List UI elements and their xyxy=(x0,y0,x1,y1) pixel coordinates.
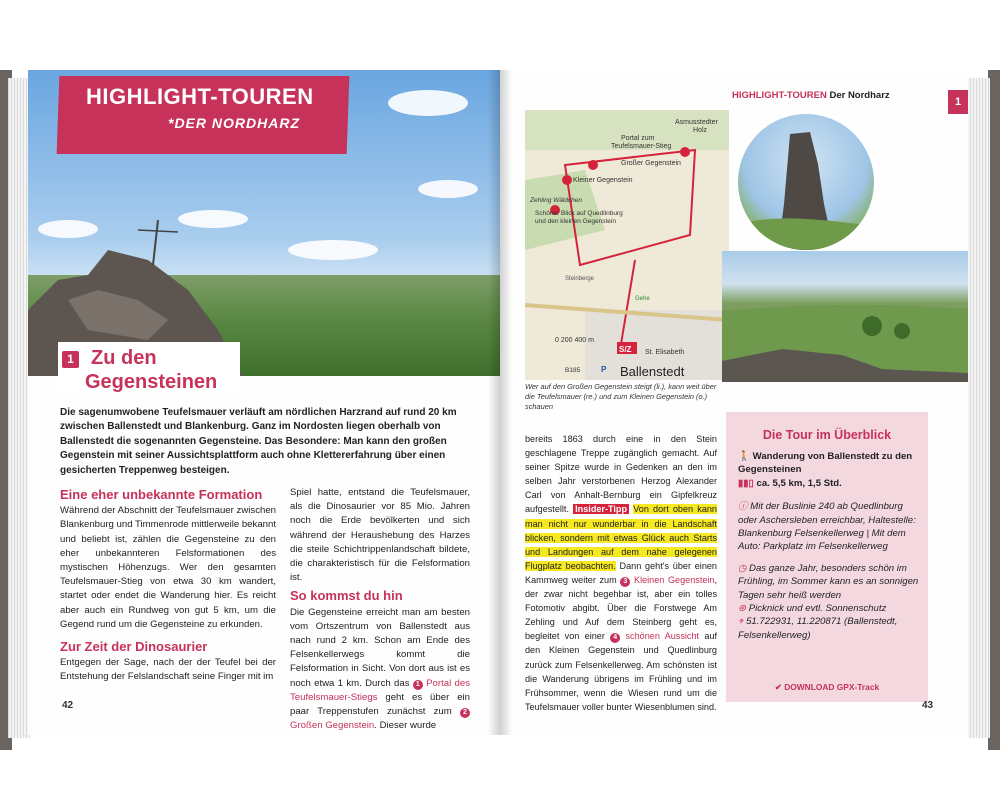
photo-rock-circle xyxy=(734,110,878,254)
paragraph-dinosaurs: Entgegen der Sage, nach der der Teufel bei der Entstehung der Felslandschaft seine Finger mit im xyxy=(60,657,276,683)
banner-title: HIGHLIGHT-TOUREN xyxy=(86,84,314,109)
link-kleiner-gegenstein: Kleinen Gegenstein xyxy=(634,574,715,585)
svg-text:Gehe: Gehe xyxy=(635,296,650,302)
tour-overview-box xyxy=(726,412,928,702)
svg-text:Zehling Wäldchen: Zehling Wäldchen xyxy=(530,197,583,204)
column-right xyxy=(290,486,470,733)
route-map xyxy=(525,110,729,380)
svg-text:Holz: Holz xyxy=(693,127,708,134)
page-number-right: 43 xyxy=(922,700,934,711)
hiker-icon: 🚶 xyxy=(738,451,750,462)
svg-text:Ballenstedt: Ballenstedt xyxy=(620,364,685,379)
insider-tip-text: Von dort oben kann man nicht nur wunderbar in die Landschaft blicken, sondern mit etwas Glück auch Starts und Landungen auf dem nahe gelegenen Flugplatz beobachten. xyxy=(525,504,717,571)
walk-stats: ▮▮▯ ca. 5,5 km, 1,5 Std. xyxy=(738,477,842,489)
tour-number-badge: 1 xyxy=(62,351,79,368)
page-left xyxy=(28,70,500,735)
right-body-text: bereits 1863 durch eine in den Stein geschlagene Treppe zugänglich gemacht. Auf seiner Spitze wurde in Gedenken an den im selben Jahr verstorbenen Herzog Alexander Carl von Anhalt-Bernburg ein Gipfelkreuz aufgestellt. Insider-Tipp Von dort oben kann man nicht nur wunderbar in die Landschaft blicken, sondern mit etwas Glück auch Starts und Landungen auf dem nahe gelegenen Flugplatz beobachten. Dann geht's über einen Kammweg weiter zum 3 Kleinen Gegenstein, der zwar nicht begehbar ist, aber ein tolles Fotomotiv abgibt. Über die Forstwege Am Zehling und Auf dem Steinberg geht es, begleitet von einer 4 schönen Aussicht auf den Kleinen Gegenstein und Quedlinburg zurück zum Felsenkellerweg. Am schönsten ist die Wanderung übrigens im Frühling und im Frühsommer, wenn die Wiesen rund um die Teufelsmauer voller bunter Wiesenblumen sind. xyxy=(525,434,718,712)
header-section: HIGHLIGHT-TOUREN xyxy=(732,90,827,101)
ref-marker: 3 xyxy=(620,577,630,587)
svg-text:Asmusstedter: Asmusstedter xyxy=(675,119,718,126)
ref-marker: 1 xyxy=(413,680,423,690)
header-subsection: Der Nordharz xyxy=(829,90,890,101)
svg-text:B185: B185 xyxy=(565,367,581,374)
backpack-icon: ⊛ xyxy=(738,603,747,615)
svg-text:Großer Gegenstein: Großer Gegenstein xyxy=(621,160,681,167)
walk-title: 🚶 Wanderung von Ballenstedt zu den Gegensteinen xyxy=(738,451,913,476)
photo-landscape xyxy=(722,251,968,382)
paragraph-origin: Spiel hatte, entstand die Teufelsmauer, als die Dinosaurier vor 85 Mio. Jahren noch die Erde bevölkerten und sich während der Heraushebung des Harzes die steile Schichtrippenlandschaft bildete, die charakteristisch für die Felsformation ist. xyxy=(290,487,470,584)
download-gpx-link[interactable]: ✔ DOWNLOAD GPX-Track xyxy=(774,682,880,692)
corner-badge: 1 xyxy=(948,90,968,114)
link-portal: Portal des Teufelsmauer-Stiegs xyxy=(290,677,471,703)
location-pin-icon: ⌖ xyxy=(738,616,744,628)
info-icon: ⓘ xyxy=(738,501,748,513)
transport-info: ⓘ Mit der Buslinie 240 ab Quedlinburg oder Aschersleben erreichbar, Haltestelle: Blankenburg Felsenkellerweg | Mit dem Auto: Parkplatz im Felsenkellerweg xyxy=(738,501,916,553)
paragraph-getting-there: Die Gegensteine erreicht man am besten vom Ortszentrum von Ballenstedt aus nach rund 2 km. Schon am Ende des Felsenkellerwegs kommt die Felsformation in Sicht. Von dort aus ist es noch etwa 1 km. Durch das 1 Portal des Teufelsmauer-Stiegs geht es über ein paar Treppenstufen zunächst zum 2 Großen Gegenstein. Dieser wurde xyxy=(290,606,471,732)
gear-info: ⊛ Picknick und evtl. Sonnenschutz xyxy=(738,603,887,615)
link-grosser-gegenstein: Großen Gegenstein xyxy=(290,720,375,732)
svg-text:St. Elisabeth: St. Elisabeth xyxy=(645,349,685,356)
overview-body xyxy=(738,450,922,642)
difficulty-icon: ▮▮▯ xyxy=(738,477,754,489)
banner-subtitle: *DER NORDHARZ xyxy=(168,115,300,131)
page-edges-right xyxy=(968,78,990,738)
tour-title xyxy=(85,346,245,394)
intro-paragraph: Die sagenumwobene Teufelsmauer verläuft am nördlichen Harzrand auf rund 20 km zwischen Ballenstedt und Blankenburg. Ganz im Nordosten liegen oberhalb von Ballenstedt die sogenannten Gegensteine. Das Besondere: Man kann den großen Gegenstein mit seiner Aussichtsplattform auch ohne Klettererfahrung über einen gesicherten Treppenweg besteigen. xyxy=(60,407,457,476)
coordinates-info: ⌖ 51.722931, 11.220871 (Ballenstedt, Felsenkellerweg) xyxy=(738,616,898,641)
link-schoene-aussicht: schönen Aussicht xyxy=(625,631,700,642)
svg-text:Teufelsmauer-Stieg: Teufelsmauer-Stieg xyxy=(611,143,672,150)
svg-text:S/Z: S/Z xyxy=(619,345,632,354)
svg-text:Steinberge: Steinberge xyxy=(565,276,595,282)
svg-text:und den kleinen Gegenstein: und den kleinen Gegenstein xyxy=(535,218,616,225)
insider-tip-badge: Insider-Tipp xyxy=(575,504,628,515)
page-edges-left xyxy=(8,78,30,738)
column-left xyxy=(60,488,276,685)
ref-marker: 4 xyxy=(610,633,620,643)
overview-title: Die Tour im Überblick xyxy=(762,428,892,442)
tour-title-text: Zu den Gegensteinen xyxy=(85,347,218,393)
page-number-left: 42 xyxy=(62,700,74,711)
season-info: ◷ Das ganze Jahr, besonders schön im Frühling, im Sommer kann es an sonnigen Tagen sehr heiß werden xyxy=(738,562,919,601)
book-spine-shadow xyxy=(488,70,512,735)
heading-dinosaurs: Zur Zeit der Dinosaurier xyxy=(60,639,208,655)
heading-getting-there: So kommst du hin xyxy=(290,588,403,604)
page-right xyxy=(500,70,968,735)
photo-caption: Wer auf den Großen Gegenstein steigt (li.), kann weit über die Teufelsmauer (re.) und zum Kleinen Gegenstein (o.) schauen xyxy=(525,382,717,411)
svg-text:P: P xyxy=(601,365,607,374)
svg-text:0 200 400 m: 0 200 400 m xyxy=(555,337,594,344)
running-header xyxy=(732,90,890,101)
heading-formation: Eine eher unbekannte Formation xyxy=(60,487,263,502)
clock-icon: ◷ xyxy=(738,562,747,574)
svg-text:Schöner Blick auf Quedlinburg: Schöner Blick auf Quedlinburg xyxy=(535,210,623,217)
ref-marker: 2 xyxy=(460,708,470,718)
svg-text:Portal zum: Portal zum xyxy=(621,135,655,142)
paragraph-formation: Während der Abschnitt der Teufelsmauer zwischen Blankenburg und Timmenrode mittlerweile bekannt und beliebt ist, zählen die Gegensteine zu den eher unbekannteren Felsformationen des mystischen Höhenzugs. Wer den gesamten Teufelsmauer-Stieg von etwa 30 km wandert, startet oder endet die Wanderung hier. Es reicht aber auch ein Rundweg von gut 5 km, um die Gegend rund um die Gegensteine zu erkunden. xyxy=(60,505,276,630)
svg-text:Kleiner Gegenstein: Kleiner Gegenstein xyxy=(573,177,633,184)
